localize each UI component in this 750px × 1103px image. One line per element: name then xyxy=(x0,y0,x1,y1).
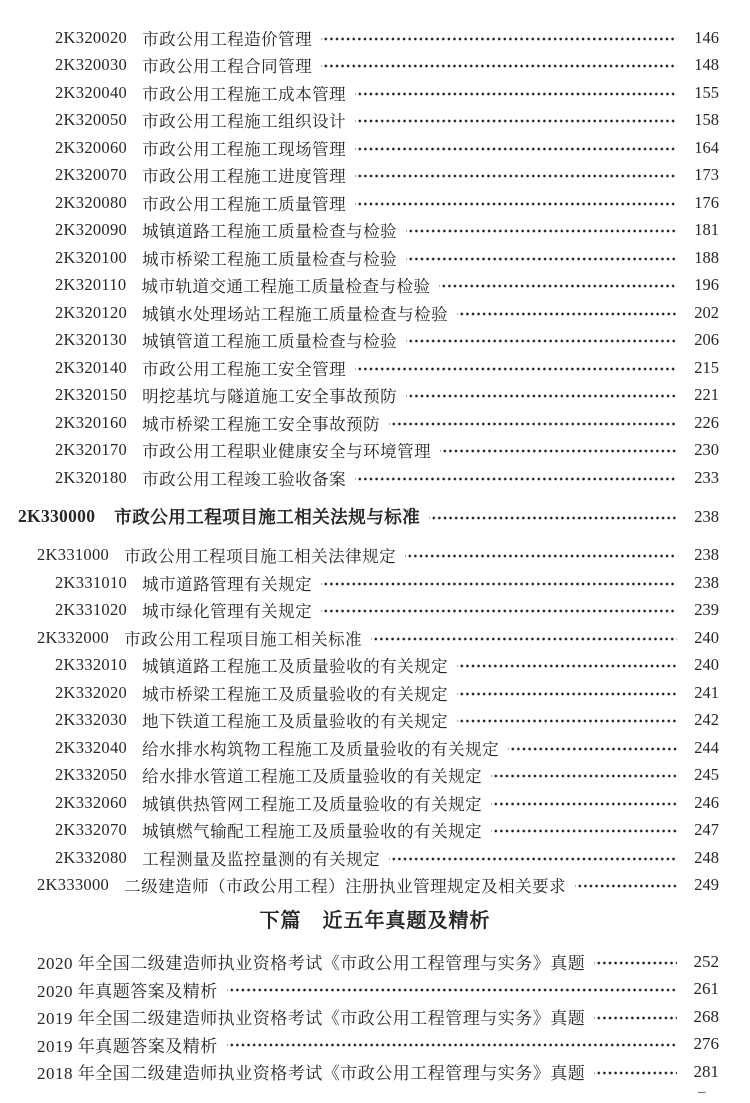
entry-page-number: 245 xyxy=(694,765,719,785)
entry-code: 2K320060 xyxy=(55,137,128,157)
entry-title: 明挖基坑与隧道施工安全事故预防 xyxy=(142,387,398,407)
entry-page-number: 241 xyxy=(694,682,719,702)
dotted-leader xyxy=(457,652,677,680)
toc-section-2K320000-entries xyxy=(0,24,750,492)
dotted-leader xyxy=(321,24,677,52)
entry-title: 市政公用工程施工质量管理 xyxy=(142,194,347,214)
entry-code: 2K331010 xyxy=(55,572,128,592)
dotted-leader xyxy=(355,79,677,107)
entry-page-number: 242 xyxy=(694,710,719,730)
toc-entry xyxy=(0,217,750,245)
entry-code: 2K332040 xyxy=(55,737,128,757)
entry-page-number: 146 xyxy=(694,27,719,47)
entry-title: 2019 年全国二级建造师执业资格考试《市政公用工程管理与实务》真题 xyxy=(37,1009,586,1029)
entry-page-number: 248 xyxy=(694,847,719,867)
toc-entry xyxy=(0,707,750,735)
toc-entry xyxy=(0,976,750,1004)
entry-code: 2K320140 xyxy=(55,357,128,377)
toc-entry xyxy=(0,107,750,135)
toc-entry xyxy=(0,762,750,790)
entry-code: 2K320020 xyxy=(55,27,128,47)
entry-page-number: 252 xyxy=(693,951,719,971)
entry-title: 市政公用工程施工组织设计 xyxy=(142,112,347,132)
entry-code: 2K332000 xyxy=(37,627,110,647)
toc-entry xyxy=(0,652,750,680)
entry-page-number: 240 xyxy=(694,627,719,647)
entry-title: 城镇水处理场站工程施工质量检查与检验 xyxy=(142,304,449,324)
entry-page-number: 240 xyxy=(694,655,719,675)
dotted-leader xyxy=(406,217,677,245)
entry-page-number: 246 xyxy=(694,792,719,812)
entry-code: 2K331020 xyxy=(55,600,128,620)
toc-entry xyxy=(0,24,750,52)
entry-title: 城市桥梁工程施工安全事故预防 xyxy=(142,414,381,434)
entry-title: 市政公用工程施工安全管理 xyxy=(142,359,347,379)
dotted-leader xyxy=(227,976,677,1004)
entry-title: 2018 年全国二级建造师执业资格考试《市政公用工程管理与实务》真题 xyxy=(37,1064,586,1084)
entry-page-number: 148 xyxy=(694,55,719,75)
toc-entry xyxy=(0,272,750,300)
toc-entry xyxy=(0,817,750,845)
entry-title: 工程测量及监控量测的有关规定 xyxy=(142,849,381,869)
entry-page-number: 155 xyxy=(694,82,719,102)
toc-entry xyxy=(0,382,750,410)
entry-code: 2K332050 xyxy=(55,765,128,785)
entry-code: 2K332060 xyxy=(55,792,128,812)
dotted-leader xyxy=(406,382,677,410)
dotted-leader xyxy=(457,299,677,327)
entry-page-number: 221 xyxy=(694,385,719,405)
toc-entry xyxy=(0,872,750,900)
entry-title: 城市轨道交通工程施工质量检查与检验 xyxy=(141,277,431,297)
dotted-leader xyxy=(406,327,677,355)
toc-entry xyxy=(0,597,750,625)
entry-title: 市政公用工程竣工验收备案 xyxy=(142,469,347,489)
toc-entry xyxy=(0,679,750,707)
entry-page-number: 173 xyxy=(694,165,719,185)
entry-page-number: 181 xyxy=(694,220,719,240)
entry-title: 城镇道路工程施工及质量验收的有关规定 xyxy=(142,657,449,677)
entry-code: 2K320050 xyxy=(55,110,128,130)
dotted-leader xyxy=(355,162,677,190)
entry-code: 2K320160 xyxy=(55,412,128,432)
dotted-leader xyxy=(594,1003,677,1031)
entry-code: 2K320040 xyxy=(55,82,128,102)
dotted-leader xyxy=(575,872,677,900)
page-footer-mark: – xyxy=(698,1084,706,1100)
dotted-leader xyxy=(594,1058,677,1086)
toc-section-2K330000-entries xyxy=(0,542,750,900)
entry-page-number: 238 xyxy=(694,545,719,565)
entry-title: 城镇供热管网工程施工及质量验收的有关规定 xyxy=(142,794,483,814)
entry-title: 二级建造师（市政公用工程）注册执业管理规定及相关要求 xyxy=(124,877,567,897)
toc-entry xyxy=(0,437,750,465)
entry-page-number: 164 xyxy=(694,137,719,157)
entry-page-number: 226 xyxy=(694,412,719,432)
entry-title: 2020 年真题答案及精析 xyxy=(37,981,218,1001)
entry-page-number: 188 xyxy=(694,247,719,267)
entry-title: 市政公用工程施工现场管理 xyxy=(142,139,347,159)
dotted-leader xyxy=(491,762,677,790)
toc-entry xyxy=(0,1058,750,1086)
toc-entry xyxy=(0,244,750,272)
dotted-leader xyxy=(491,817,677,845)
entry-title: 2020 年全国二级建造师执业资格考试《市政公用工程管理与实务》真题 xyxy=(37,954,586,974)
dotted-leader xyxy=(508,734,677,762)
entry-page-number: 261 xyxy=(693,979,719,999)
entry-code: 2K320150 xyxy=(55,385,128,405)
entry-code: 2K320130 xyxy=(55,330,128,350)
entry-title: 市政公用工程施工成本管理 xyxy=(142,84,347,104)
dotted-leader xyxy=(355,354,677,382)
entry-title: 市政公用工程职业健康安全与环境管理 xyxy=(142,442,432,462)
chapter-code: 2K330000 xyxy=(18,506,96,526)
entry-code: 2K320120 xyxy=(55,302,128,322)
toc-entry xyxy=(0,624,750,652)
entry-title: 城市桥梁工程施工及质量验收的有关规定 xyxy=(142,684,449,704)
toc-entry xyxy=(0,409,750,437)
toc-entry xyxy=(0,299,750,327)
entry-code: 2K320170 xyxy=(55,440,128,460)
toc-entry xyxy=(0,52,750,80)
entry-title: 城镇管道工程施工质量检查与检验 xyxy=(142,332,398,352)
toc-entry xyxy=(0,189,750,217)
dotted-leader xyxy=(355,134,677,162)
dotted-leader xyxy=(321,52,677,80)
entry-page-number: 276 xyxy=(693,1034,719,1054)
entry-code: 2K320100 xyxy=(55,247,128,267)
chapter-page-number: 238 xyxy=(694,506,719,526)
entry-code: 2K320090 xyxy=(55,220,128,240)
entry-title: 城市绿化管理有关规定 xyxy=(142,602,313,622)
entry-code: 2K332010 xyxy=(55,655,128,675)
entry-code: 2K332080 xyxy=(55,847,128,867)
toc-section-past-exams xyxy=(0,948,750,1086)
dotted-leader xyxy=(355,107,677,135)
entry-title: 城市桥梁工程施工质量检查与检验 xyxy=(142,249,398,269)
dotted-leader xyxy=(440,437,677,465)
entry-title: 城市道路管理有关规定 xyxy=(142,574,313,594)
entry-page-number: 281 xyxy=(693,1061,719,1081)
toc-entry xyxy=(0,464,750,492)
toc-entry xyxy=(0,1003,750,1031)
entry-title: 城镇燃气输配工程施工及质量验收的有关规定 xyxy=(142,822,483,842)
entry-code: 2K332020 xyxy=(55,682,128,702)
entry-title: 城镇道路工程施工质量检查与检验 xyxy=(142,222,398,242)
entry-page-number: 249 xyxy=(694,875,719,895)
dotted-leader xyxy=(355,189,677,217)
toc-entry xyxy=(0,569,750,597)
dotted-leader xyxy=(371,624,677,652)
entry-page-number: 176 xyxy=(694,192,719,212)
toc-entry xyxy=(0,789,750,817)
toc-entry xyxy=(0,844,750,872)
toc-entry xyxy=(0,542,750,570)
dotted-leader xyxy=(406,244,677,272)
entry-code: 2K320070 xyxy=(55,165,128,185)
entry-title: 市政公用工程项目施工相关标准 xyxy=(124,629,363,649)
dotted-leader xyxy=(355,464,677,492)
dotted-leader xyxy=(439,272,677,300)
entry-page-number: 206 xyxy=(694,330,719,350)
chapter-title: 市政公用工程项目施工相关法规与标准 xyxy=(114,507,421,527)
entry-page-number: 238 xyxy=(694,572,719,592)
dotted-leader xyxy=(389,409,677,437)
dotted-leader xyxy=(491,789,677,817)
entry-code: 2K320080 xyxy=(55,192,128,212)
dotted-leader xyxy=(227,1031,677,1059)
entry-code: 2K332030 xyxy=(55,710,128,730)
part-heading: 下篇 近五年真题及精析 xyxy=(259,910,491,932)
entry-title: 市政公用工程施工进度管理 xyxy=(142,167,347,187)
dotted-leader xyxy=(389,844,677,872)
dotted-leader xyxy=(457,679,677,707)
entry-code: 2K332070 xyxy=(55,820,128,840)
dotted-leader xyxy=(321,597,677,625)
entry-page-number: 268 xyxy=(693,1006,719,1026)
toc-entry xyxy=(0,354,750,382)
toc-entry xyxy=(0,134,750,162)
entry-title: 给水排水构筑物工程施工及质量验收的有关规定 xyxy=(142,739,500,759)
entry-page-number: 247 xyxy=(694,820,719,840)
entry-page-number: 202 xyxy=(694,302,719,322)
entry-title: 给水排水管道工程施工及质量验收的有关规定 xyxy=(142,767,483,787)
entry-code: 2K320180 xyxy=(55,467,128,487)
entry-page-number: 239 xyxy=(694,600,719,620)
entry-page-number: 215 xyxy=(694,357,719,377)
toc-entry xyxy=(0,948,750,976)
entry-page-number: 196 xyxy=(694,275,719,295)
dotted-leader xyxy=(594,948,677,976)
toc-entry xyxy=(0,734,750,762)
dotted-leader xyxy=(429,502,677,532)
toc-chapter-row xyxy=(0,502,750,532)
entry-page-number: 233 xyxy=(694,467,719,487)
toc-entry xyxy=(0,79,750,107)
entry-code: 2K331000 xyxy=(37,545,110,565)
entry-title: 市政公用工程合同管理 xyxy=(142,57,313,77)
entry-page-number: 230 xyxy=(694,440,719,460)
entry-page-number: 158 xyxy=(694,110,719,130)
dotted-leader xyxy=(321,569,677,597)
entry-title: 2019 年真题答案及精析 xyxy=(37,1036,218,1056)
entry-title: 市政公用工程造价管理 xyxy=(142,29,313,49)
entry-page-number: 244 xyxy=(694,737,719,757)
dotted-leader xyxy=(457,707,677,735)
entry-code: 2K320110 xyxy=(55,275,127,295)
entry-title: 地下铁道工程施工及质量验收的有关规定 xyxy=(142,712,449,732)
entry-code: 2K333000 xyxy=(37,875,110,895)
toc-entry xyxy=(0,327,750,355)
entry-code: 2K320030 xyxy=(55,55,128,75)
dotted-leader xyxy=(405,542,677,570)
entry-title: 市政公用工程项目施工相关法律规定 xyxy=(124,547,397,567)
toc-entry xyxy=(0,162,750,190)
toc-entry xyxy=(0,1031,750,1059)
